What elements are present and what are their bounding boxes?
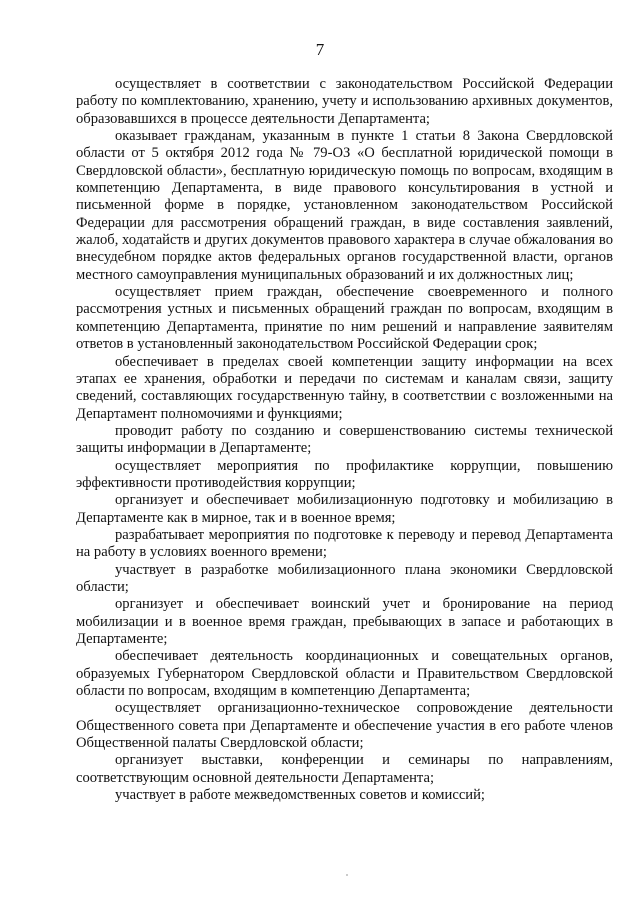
- paragraph-technical-protection: проводит работу по созданию и совершенствованию системы технической защиты информации в Департаменте;: [76, 422, 613, 457]
- paragraph-exhibitions: организует выставки, конференции и семинары по направлениям, соответствующим основной деятельности Департамента;: [76, 752, 613, 786]
- scan-speck: [346, 874, 348, 876]
- document-body: [76, 76, 613, 804]
- page-number: 7: [315, 40, 325, 59]
- paragraph-military-registration: организует и обеспечивает воинский учет и бронирование на период мобилизации и в военное время граждан, пребывающих в запасе и работающих в Департаменте;: [76, 596, 613, 647]
- paragraph-wartime-transfer: разрабатывает мероприятия по подготовке к переводу и перевод Департамента на работу в условиях военного времени;: [76, 526, 613, 561]
- paragraph-information-protection: обеспечивает в пределах своей компетенции защиту информации на всех этапах ее хранения, обработки и передачи по системам и каналам связи, защиту сведений, составляющих государственную тайну, в соответствии с возложенными на Департамент полномочиями и функциями;: [76, 353, 613, 422]
- paragraph-mobilization: организует и обеспечивает мобилизационную подготовку и мобилизацию в Департаменте как в мирное, так и в военное время;: [76, 492, 613, 526]
- paragraph-anti-corruption: осуществляет мероприятия по профилактике коррупции, повышению эффективности противодействия коррупции;: [76, 457, 613, 491]
- paragraph-interagency-councils: участвует в работе межведомственных советов и комиссий;: [115, 787, 485, 804]
- paragraph-legal-aid: оказывает гражданам, указанным в пункте 1 статьи 8 Закона Свердловской области от 5 октября 2012 года № 79-ОЗ «О бесплатной юридической помощи в Свердловской области», бесплатную юридическую помощь по вопросам, входящим в компетенцию Департамента, в виде правового консультирования в устной и письменной форме в порядке, установленном законодательством Российской Федерации для рассмотрения обращений граждан, в виде составления заявлений, жалоб, ходатайств и других документов правового характера в случае обжалования во внесудебном порядке актов федеральных органов государственной власти, органов местного самоуправления муниципальных образований и их должностных лиц;: [76, 128, 613, 283]
- paragraph-citizen-reception: осуществляет прием граждан, обеспечение своевременного и полного рассмотрения устных и письменных обращений граждан по вопросам, входящим в компетенцию Департамента, принятие по ним решений и направление заявителям ответов в установленный законодательством Российской Федерации срок;: [76, 284, 613, 353]
- paragraph-mobilization-plan: участвует в разработке мобилизационного плана экономики Свердловской области;: [76, 561, 613, 595]
- paragraph-archives: осуществляет в соответствии с законодательством Российской Федерации работу по комплектованию, хранению, учету и использованию архивных документов, образовавшихся в процессе деятельности Департамента;: [76, 76, 613, 127]
- paragraph-public-council: осуществляет организационно-техническое сопровождение деятельности Общественного совета при Департаменте и обеспечение участия в его работе членов Общественной палаты Свердловской области;: [76, 700, 613, 752]
- paragraph-coordination-bodies: обеспечивает деятельность координационных и совещательных органов, образуемых Губернатором Свердловской области и Правительством Свердловской области по вопросам, входящим в компетенцию Департамента;: [76, 648, 613, 700]
